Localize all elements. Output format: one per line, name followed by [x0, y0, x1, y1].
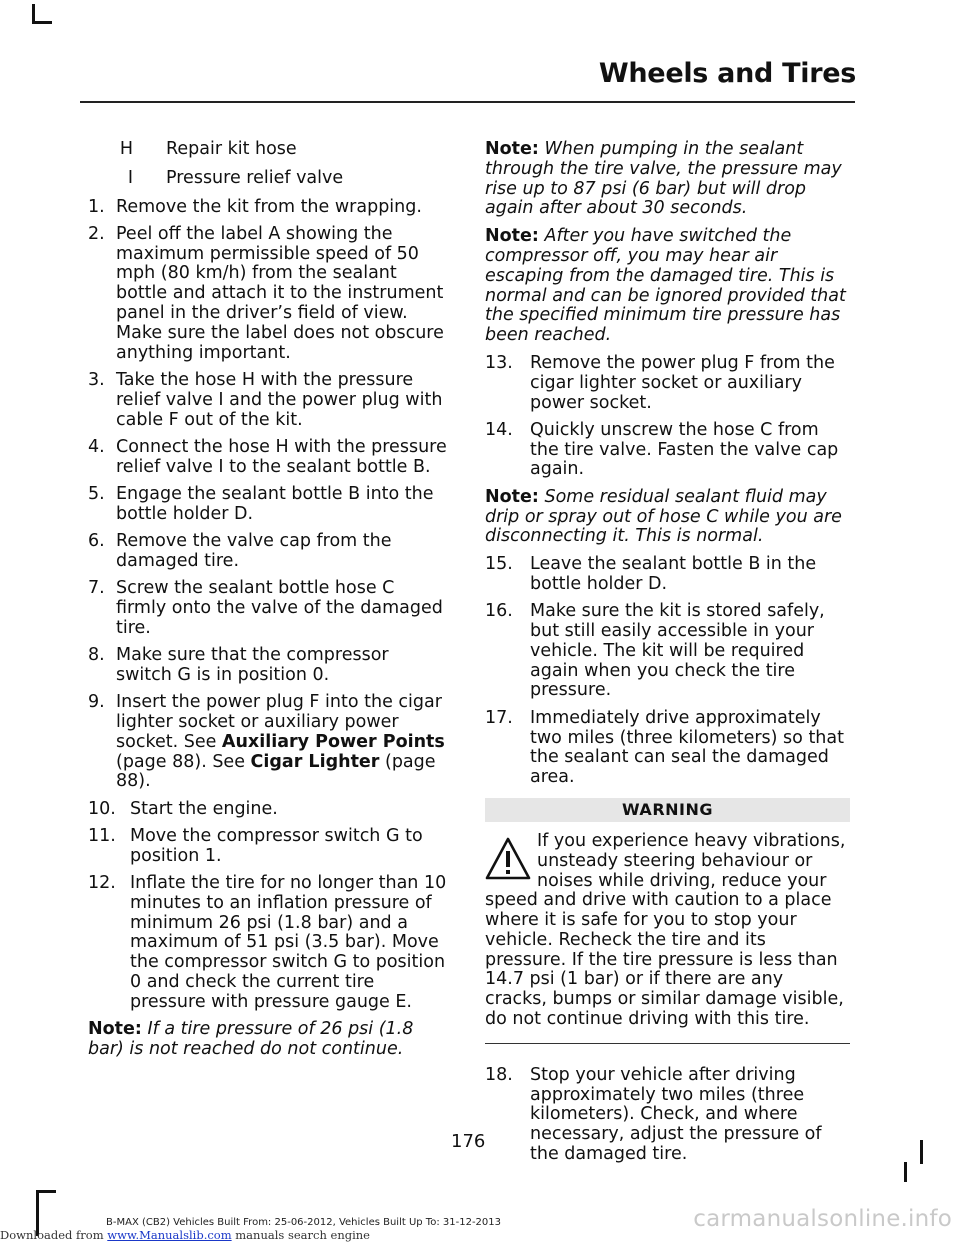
download-notice [0, 1228, 370, 1242]
step-list [485, 354, 850, 480]
step-text: Quickly unscrew the hose C from the tire valve. Fasten the valve cap again. [530, 419, 839, 480]
download-prefix: Downloaded from [0, 1228, 108, 1242]
legend-item [88, 169, 450, 189]
step-number: 7. [88, 578, 105, 599]
step-number: 3. [88, 369, 105, 390]
step-text [116, 484, 434, 524]
step-number: 5. [88, 483, 105, 504]
crop-mark [920, 1140, 923, 1164]
note [485, 227, 850, 346]
warning-heading: WARNING [485, 798, 850, 822]
legend-item [88, 140, 450, 160]
legend-text: Repair kit hose [166, 139, 297, 159]
step-list [485, 1066, 850, 1165]
note-text: Some residual sealant fluid may drip or spray out of hose C while you are disconnecting it. This is normal. [485, 486, 842, 547]
note [88, 1020, 450, 1060]
step-item [88, 693, 450, 792]
step-number: 4. [88, 436, 105, 457]
step-item [485, 354, 850, 413]
step-text [130, 826, 423, 866]
page-title: Wheels and Tires [598, 58, 856, 89]
step-number: 2. [88, 223, 105, 244]
right-column [485, 140, 850, 1172]
step-item [485, 602, 850, 701]
step-number: 10. [88, 798, 116, 819]
step-text-segment: Engage the sealant bottle B into the bottle holder D. [116, 483, 434, 524]
footer-text: B-MAX (CB2) Vehicles Built From: 25-06-2012, Vehicles Built Up To: 31-12-2013 [106, 1217, 501, 1228]
step-text [116, 224, 444, 363]
step-text-segment: Make sure that the compressor switch G is in position 0. [116, 645, 389, 685]
step-item [88, 800, 450, 820]
step-item [88, 646, 450, 686]
step-item [88, 198, 450, 218]
step-number: 6. [88, 531, 105, 552]
step-item [88, 371, 450, 430]
cross-reference-link[interactable]: Auxiliary Power Points [221, 731, 445, 752]
step-text [116, 692, 445, 791]
step-text [116, 531, 392, 571]
step-text: Remove the power plug F from the cigar lighter socket or auxiliary power socket. [530, 352, 835, 413]
note [485, 488, 850, 547]
note-label: Note: [485, 226, 539, 247]
step-number: 14. [485, 419, 513, 440]
legend-list [88, 140, 450, 189]
step-number: 16. [485, 601, 513, 622]
step-text-segment: (page 88). See [116, 751, 251, 772]
step-list [485, 555, 850, 788]
step-number: 17. [485, 707, 513, 728]
manualslib-link[interactable]: www.Manualslib.com [107, 1228, 232, 1242]
warning-text: If you experience heavy vibrations, unsteady steering behaviour or noises while driving, reduce your speed and drive with caution to a place where it is safe for you to stop your vehicle. Recheck the tire and its pressure. If the tire pressure is less than 14.7 psi (1 bar) or if there are any cracks, bumps or similar damage visible, do not continue driving with this tire. [485, 830, 846, 1030]
step-number: 15. [485, 554, 513, 575]
step-item [88, 532, 450, 572]
step-item [88, 438, 450, 478]
warning-box [485, 830, 850, 1030]
note-text: If a tire pressure of 26 psi (1.8 bar) is not reached do not continue. [88, 1019, 414, 1059]
step-text [116, 645, 389, 685]
left-column [88, 140, 450, 1068]
step-list [88, 198, 450, 1013]
download-suffix: manuals search engine [231, 1228, 370, 1242]
step-number: 9. [88, 692, 105, 713]
crop-mark [32, 21, 52, 24]
step-text-segment: Inflate the tire for no longer than 10 minutes to an inflation pressure of minimum 26 psi (1.8 bar) and a maximum of 51 psi (3.5 bar). Move the compressor switch G to position 0 and check the current tire pressure with pressure gauge E. [130, 873, 447, 1012]
legend-key: H [119, 139, 133, 159]
step-text-segment: Take the hose H with the pressure relief valve I and the power plug with cable F out of the kit. [116, 369, 443, 430]
watermark: carmanualsonline.info [693, 1206, 952, 1232]
step-text-segment: Peel off the label A showing the maximum permissible speed of 50 mph (80 km/h) from the sealant bottle and attach it to the instrument panel in the driver’s field of view. Make sure the label does not obscure anything important. [116, 223, 444, 363]
step-text [116, 370, 442, 430]
step-text: Make sure the kit is stored safely, but still easily accessible in your vehicle. The kit will be required again when you check the tire pressure. [530, 601, 825, 701]
warning-divider [485, 1043, 850, 1044]
step-text-segment: Remove the valve cap from the damaged tire. [116, 531, 392, 571]
note-label: Note: [88, 1019, 142, 1040]
crop-mark [904, 1162, 907, 1182]
legend-text: Pressure relief valve [166, 167, 344, 188]
page-number: 176 [451, 1131, 486, 1152]
note [485, 140, 850, 219]
step-item [485, 421, 850, 480]
step-number: 18. [485, 1064, 513, 1085]
step-number: 12. [88, 873, 116, 893]
note-label: Note: [485, 139, 539, 159]
step-text [116, 578, 443, 638]
step-text: Stop your vehicle after driving approximately two miles (three kilometers). Check, and where necessary, adjust the pressure of the damaged tire. [530, 1064, 822, 1165]
step-text-segment: (page 88). [116, 751, 436, 792]
cross-reference-link[interactable]: Cigar Lighter [250, 751, 380, 772]
note-text: When pumping in the sealant through the tire valve, the pressure may rise up to 87 psi (6 bar) but will drop again after about 30 seconds. [485, 139, 842, 219]
step-item [88, 579, 450, 638]
step-text [116, 437, 447, 477]
step-text [130, 873, 446, 1012]
step-text-segment: Connect the hose H with the pressure relief valve I to the sealant bottle B. [116, 436, 447, 477]
step-number: 8. [88, 645, 105, 666]
step-text [116, 197, 422, 217]
step-text-segment: Remove the kit from the wrapping. [116, 196, 422, 217]
step-number: 11. [88, 825, 116, 846]
step-text-segment: Start the engine. [130, 798, 278, 819]
step-item [485, 1066, 850, 1165]
step-item [485, 555, 850, 595]
note-label: Note: [485, 486, 539, 507]
warning-triangle-icon [485, 836, 531, 882]
crop-mark [36, 1190, 56, 1193]
step-number: 1. [88, 196, 105, 217]
step-text-segment: Screw the sealant bottle hose C firmly onto the valve of the damaged tire. [116, 578, 443, 638]
step-text: Immediately drive approximately two miles (three kilometers) so that the sealant can seal the damaged area. [530, 707, 844, 788]
header-divider [80, 101, 855, 103]
step-item [485, 709, 850, 788]
step-text-segment: Insert the power plug F into the cigar lighter socket or auxiliary power socket. See [116, 692, 442, 752]
step-item [88, 225, 450, 364]
step-number: 13. [485, 352, 513, 373]
legend-key: I [127, 167, 133, 188]
step-text: Leave the sealant bottle B in the bottle holder D. [530, 554, 817, 594]
note-text: After you have switched the compressor off, you may hear air escaping from the damaged tire. This is normal and can be ignored provided that the specified minimum tire pressure has been reached. [485, 226, 846, 346]
step-item [88, 485, 450, 525]
step-item [88, 874, 450, 1013]
step-text [130, 799, 278, 819]
step-item [88, 827, 450, 867]
step-text-segment: Move the compressor switch G to position 1. [130, 825, 423, 866]
